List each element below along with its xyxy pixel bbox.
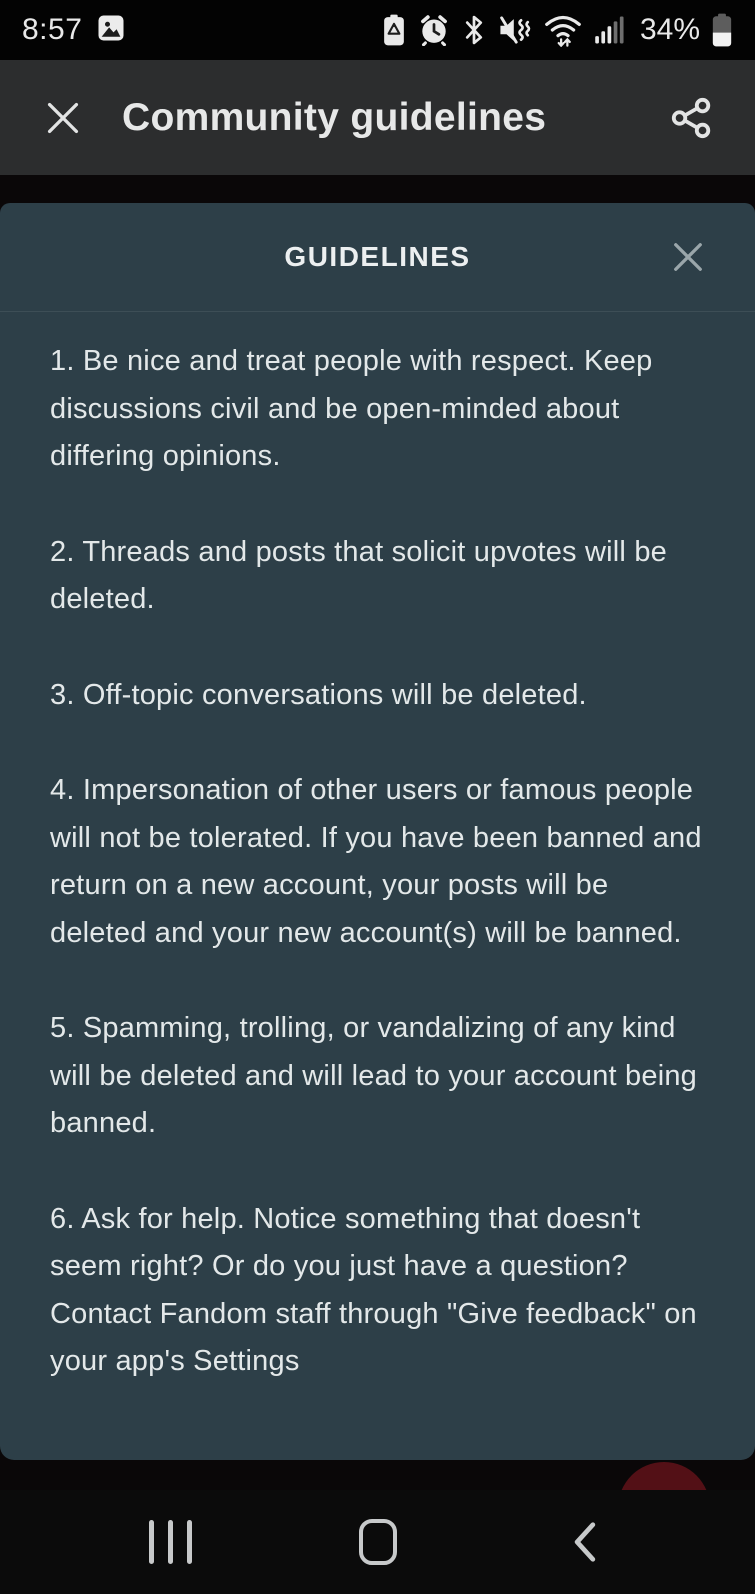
signal-icon (594, 15, 626, 45)
guidelines-modal (0, 203, 755, 1460)
gallery-icon (96, 13, 126, 48)
bluetooth-icon (461, 14, 487, 46)
battery-percent: 34% (639, 13, 700, 46)
battery-icon (711, 13, 733, 47)
mute-vibrate-icon (498, 14, 532, 46)
page-title: Community guidelines (122, 95, 547, 139)
wifi-icon (543, 13, 583, 47)
guideline-item: 2. Threads and posts that solicit upvotes will be deleted. (50, 535, 667, 615)
share-icon[interactable] (669, 95, 715, 141)
status-bar (0, 0, 755, 60)
modal-title: GUIDELINES (284, 241, 471, 272)
recents-icon[interactable] (135, 1507, 205, 1577)
guideline-item: 5. Spamming, trolling, or vandalizing of any kind will be deleted and will lead to your account being banned. (50, 1012, 697, 1139)
home-icon[interactable] (343, 1507, 413, 1577)
back-icon[interactable] (550, 1507, 620, 1577)
close-icon[interactable] (667, 236, 709, 278)
android-nav-bar (0, 1490, 755, 1594)
guideline-item: 6. Ask for help. Notice something that doesn't seem right? Or do you just have a question? Contact Fandom staff through "Give feedback" on your app's Settings (50, 1202, 697, 1377)
guideline-item: 1. Be nice and treat people with respect. Keep discussions civil and be open-minded about differing opinions. (50, 345, 653, 472)
close-icon[interactable] (40, 95, 86, 141)
guideline-item: 4. Impersonation of other users or famous people will not be tolerated. If you have been banned and return on a new account, your posts will be deleted and your new account(s) will be banned. (50, 774, 702, 949)
guideline-item: 3. Off-topic conversations will be deleted. (50, 678, 587, 711)
alarm-icon (418, 14, 450, 46)
modal-header (0, 203, 755, 312)
app-header (0, 60, 755, 175)
battery-saver-icon (381, 14, 407, 46)
guidelines-list[interactable] (0, 312, 755, 1460)
clock: 8:57 (22, 13, 83, 46)
